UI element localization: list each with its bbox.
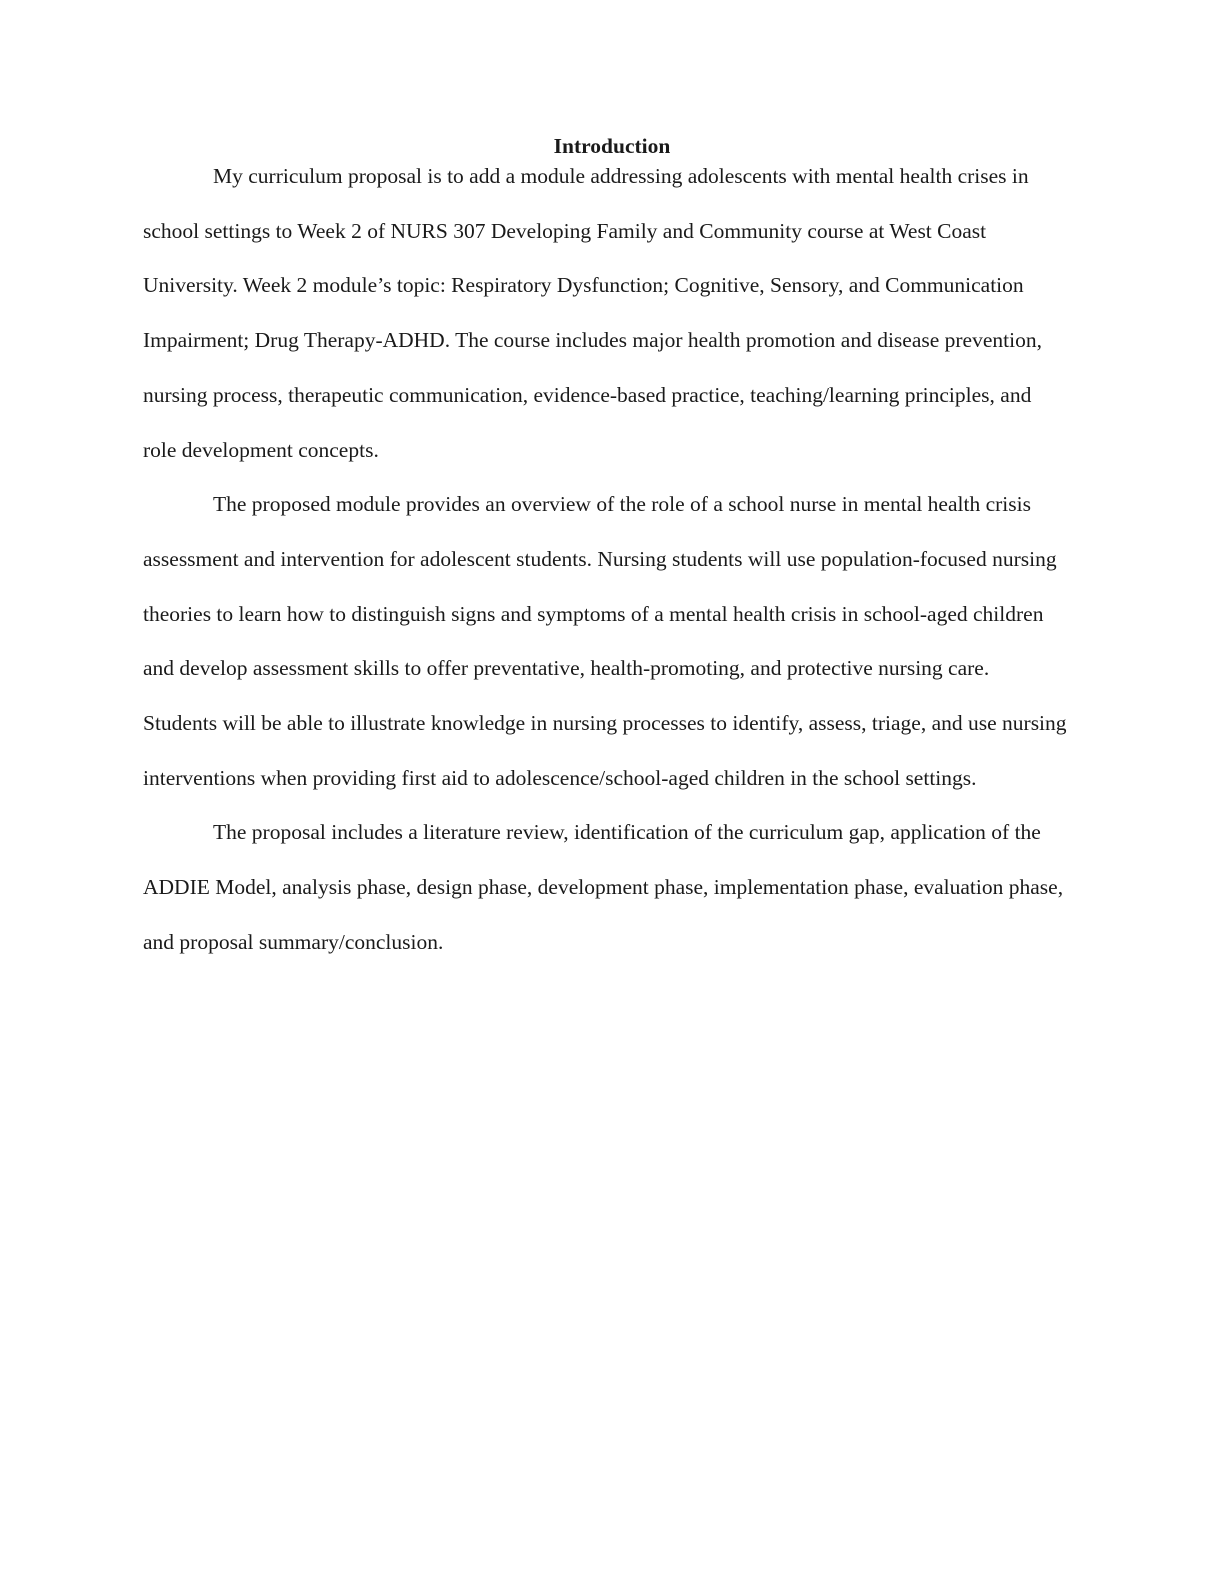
paragraph-2: The proposed module provides an overview of the role of a school nurse in mental health crisis assessment and intervention for adolescent students. Nursing students will use population-focused nursing theories to learn how to distinguish signs and symptoms of a mental health crisis in school-aged children and develop assessment skills to offer preventative, health-promoting, and protective nursing care. Students will be able to illustrate knowledge in nursing processes to identify, assess, triage, and use nursing interventions when providing first aid to adolescence/school-aged children in the school settings.	[143, 492, 1067, 790]
paragraph-3: The proposal includes a literature review, identification of the curriculum gap, application of the ADDIE Model, analysis phase, design phase, development phase, implementation phase, evaluation phase, and proposal summary/conclusion.	[143, 820, 1064, 954]
document-body	[143, 131, 1068, 970]
section-heading: Introduction	[553, 134, 671, 158]
paragraph-1: My curriculum proposal is to add a module addressing adolescents with mental health crises in school settings to Week 2 of NURS 307 Developing Family and Community course at West Coast University. Week 2 module’s topic: Respiratory Dysfunction; Cognitive, Sensory, and Communication Impairment; Drug Therapy-ADHD. The course includes major health promotion and disease prevention, nursing process, therapeutic communication, evidence-based practice, teaching/learning principles, and role development concepts.	[143, 164, 1042, 462]
